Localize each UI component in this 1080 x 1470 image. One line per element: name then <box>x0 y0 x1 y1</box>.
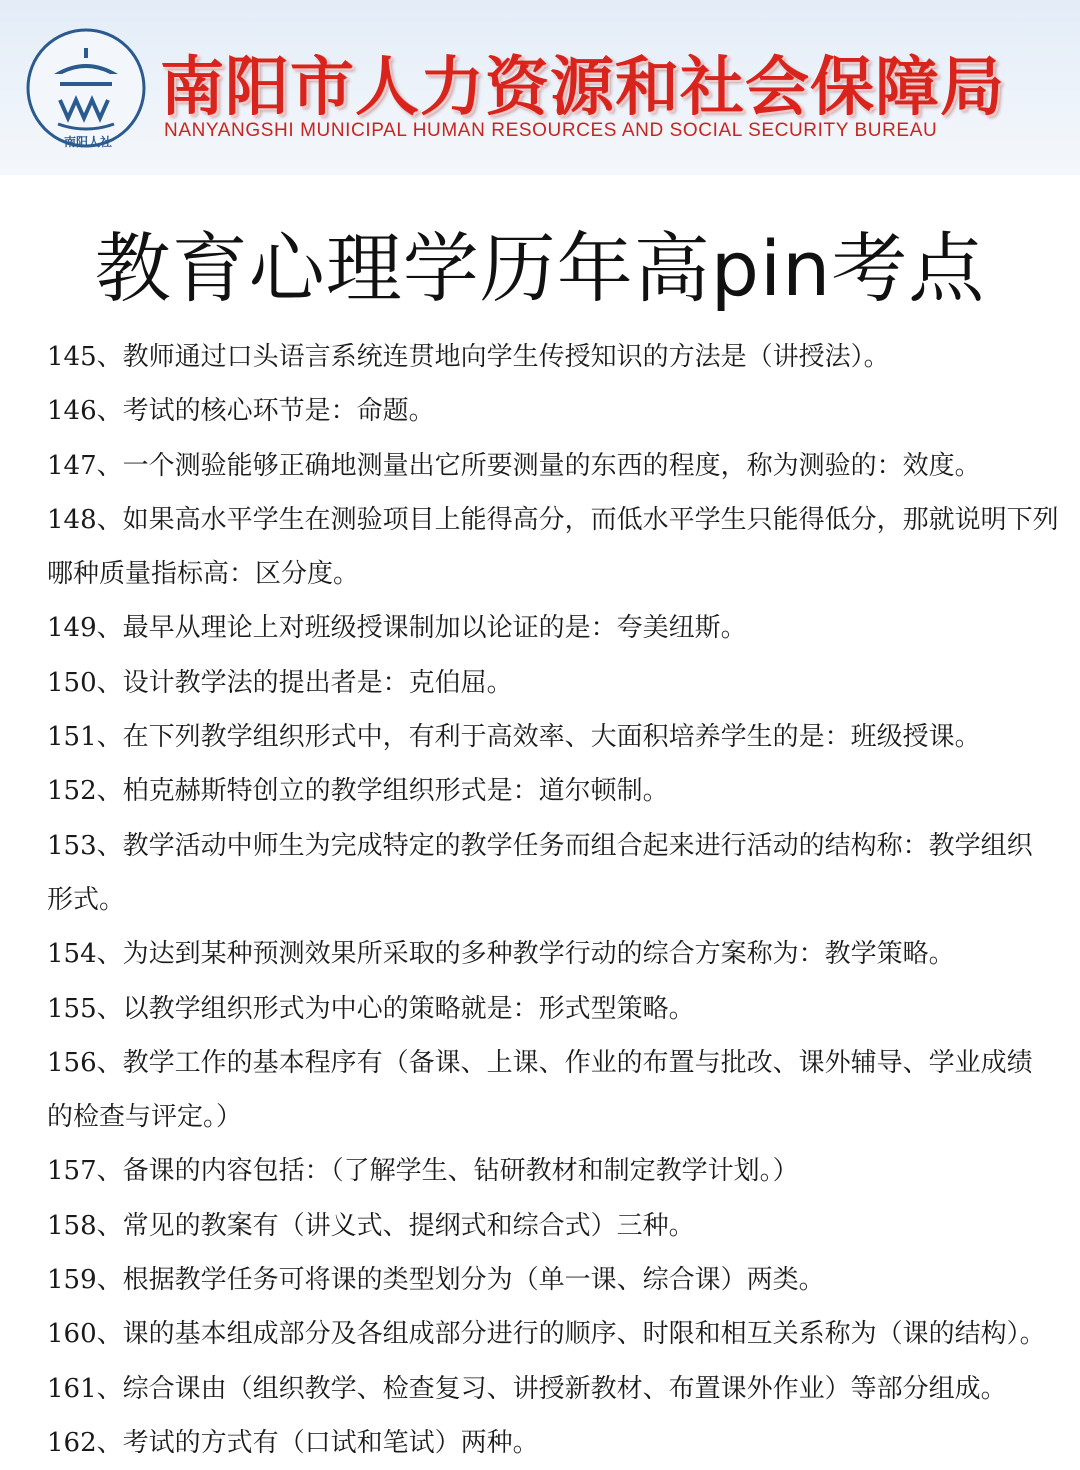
list-item <box>47 927 1007 981</box>
item-text: 备课的内容包括：（了解学生、钻研教材和制定教学计划。） <box>122 1156 799 1187</box>
item-text: 柏克赫斯特创立的教学组织形式是：道尔顿制。 <box>122 776 669 807</box>
list-item <box>47 1307 1046 1361</box>
item-text: 根据教学任务可将课的类型划分为（单一课、综合课）两类。 <box>122 1265 825 1296</box>
item-text: 常见的教案有（讲义式、提纲式和综合式）三种。 <box>122 1210 695 1241</box>
item-number: 155、 <box>47 993 123 1024</box>
list-item <box>47 1362 1007 1416</box>
list-item <box>47 710 1007 764</box>
item-number: 152、 <box>47 776 123 807</box>
list-item <box>47 439 1007 493</box>
item-number: 150、 <box>47 667 123 698</box>
list-item <box>47 1253 1007 1307</box>
list-item <box>47 819 1033 873</box>
page-title: 教育心理学历年高pin考点 <box>94 224 986 313</box>
item-text: 设计教学法的提出者是：克伯屈。 <box>122 667 513 698</box>
item-text: 在下列教学组织形式中，有利于高效率、大面积培养学生的是：班级授课。 <box>122 722 981 753</box>
item-text: 形式。 <box>47 884 126 915</box>
item-number: 161、 <box>47 1373 123 1404</box>
list-item-continuation <box>47 873 1007 927</box>
list-item <box>47 764 1007 818</box>
bureau-logo-icon <box>24 26 148 150</box>
item-number: 156、 <box>47 1047 123 1078</box>
list-item <box>47 384 1007 438</box>
item-number: 154、 <box>47 939 123 970</box>
item-text: 以教学组织形式为中心的策略就是：形式型策略。 <box>122 993 695 1024</box>
logo-caption: 南阳人社 <box>63 135 112 149</box>
item-number: 158、 <box>47 1210 123 1241</box>
list-item <box>47 1036 1033 1090</box>
list-item-continuation <box>47 1090 1007 1144</box>
list-item <box>47 601 1007 655</box>
item-number: 148、 <box>47 504 123 535</box>
item-text: 综合课由（组织教学、检查复习、讲授新教材、布置课外作业）等部分组成。 <box>122 1373 1007 1404</box>
list-item <box>47 982 1007 1036</box>
item-text: 如果高水平学生在测验项目上能得高分，而低水平学生只能得低分，那就说明下列 <box>122 504 1059 535</box>
item-text: 哪种质量指标高：区分度。 <box>47 559 360 590</box>
org-name-en: NANYANGSHI MUNICIPAL HUMAN RESOURCES AND SOCIAL SECURITY BUREAU <box>164 120 938 141</box>
item-text: 一个测验能够正确地测量出它所要测量的东西的程度，称为测验的：效度。 <box>122 450 981 481</box>
item-number: 147、 <box>47 450 123 481</box>
list-item-continuation <box>47 547 1007 601</box>
item-number: 145、 <box>47 342 123 372</box>
item-text: 最早从理论上对班级授课制加以论证的是：夸美纽斯。 <box>122 613 747 644</box>
list-item <box>47 656 1007 710</box>
item-text: 的检查与评定。） <box>47 1102 243 1133</box>
item-number: 153、 <box>47 830 123 861</box>
item-text: 教学工作的基本程序有（备课、上课、作业的布置与批改、课外辅导、学业成绩 <box>122 1047 1033 1078</box>
item-number: 160、 <box>47 1319 123 1350</box>
list-item <box>47 1144 1007 1198</box>
item-number: 157、 <box>47 1156 123 1187</box>
list-item <box>47 330 1007 384</box>
item-text: 考试的核心环节是：命题。 <box>122 396 435 427</box>
org-name-cn: 南阳市人力资源和社会保障局 <box>160 51 1005 125</box>
list-item <box>47 493 1059 547</box>
item-text: 考试的方式有（口试和笔试）两种。 <box>122 1427 539 1458</box>
item-number: 146、 <box>47 396 123 427</box>
item-text: 课的基本组成部分及各组成部分进行的顺序、时限和相互关系称为（课的结构）。 <box>122 1319 1046 1350</box>
item-text: 教师通过口头语言系统连贯地向学生传授知识的方法是（讲授法）。 <box>122 342 890 372</box>
header-banner <box>0 0 1080 175</box>
list-item <box>47 1199 1007 1253</box>
item-text: 教学活动中师生为完成特定的教学任务而组合起来进行活动的结构称：教学组织 <box>122 830 1033 861</box>
item-text: 为达到某种预测效果所采取的多种教学行动的综合方案称为：教学策略。 <box>122 939 955 970</box>
item-number: 159、 <box>47 1265 123 1296</box>
item-list <box>47 330 1059 1470</box>
item-number: 149、 <box>47 613 123 644</box>
item-number: 162、 <box>47 1427 123 1458</box>
item-number: 151、 <box>47 722 123 753</box>
